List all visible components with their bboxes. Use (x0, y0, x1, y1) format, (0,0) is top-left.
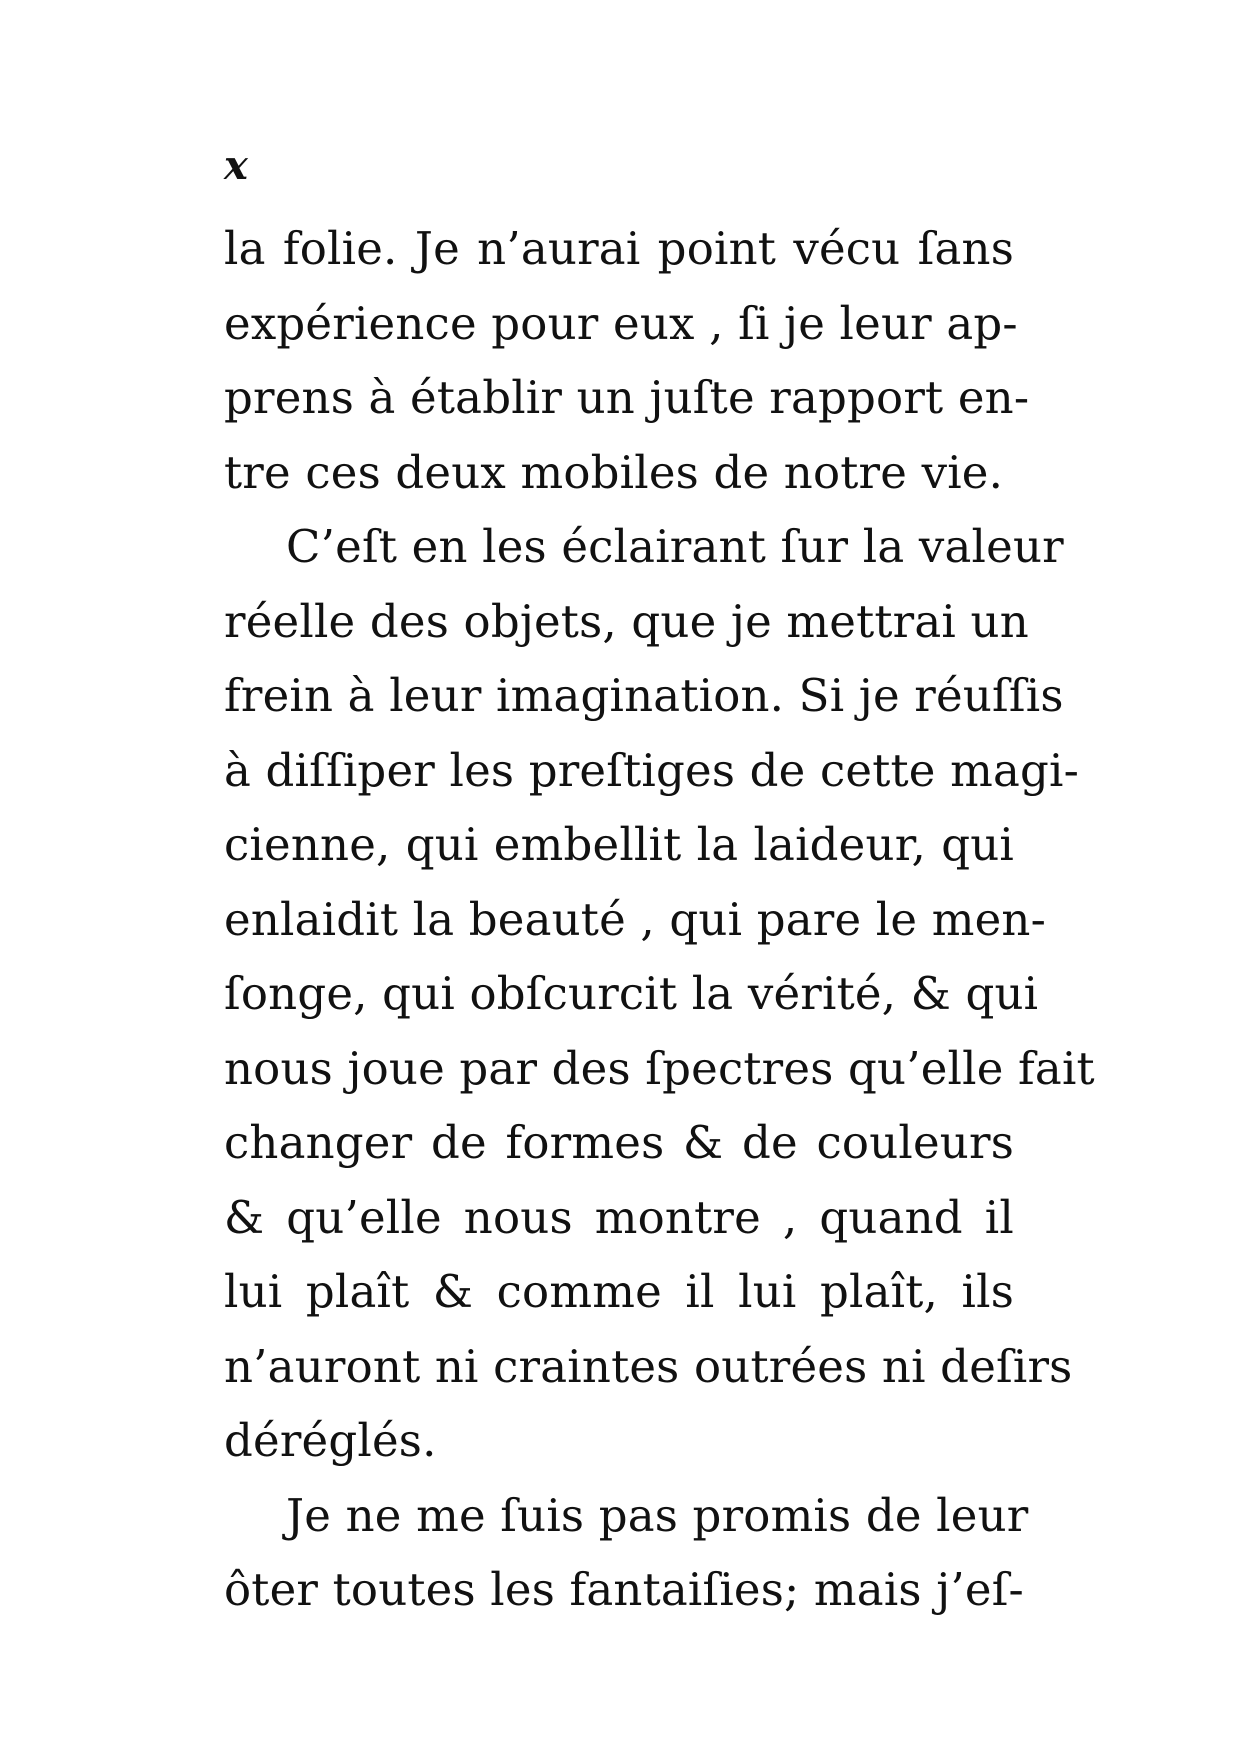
text-line: expérience pour eux , ſi je leur ap- (224, 296, 1018, 350)
text-line: cienne, qui embellit la laideur, qui (224, 818, 1014, 871)
text-line: déréglés. (224, 1414, 437, 1467)
text-line: Je ne me ſuis pas promis de leur (286, 1488, 1029, 1542)
text-line: lui plaît & comme il lui plaît, ils (224, 1265, 1014, 1318)
text-line: & qu’elle nous montre , quand il (224, 1190, 1014, 1244)
text-line: ſonge, qui obſcurcit la vérité, & qui (224, 967, 1039, 1020)
body-text (224, 212, 1095, 1628)
text-line: la folie. Je n’aurai point vécu ſans (224, 222, 1014, 275)
text-line: prens à établir un juſte rapport en- (224, 371, 1030, 424)
text-line: enlaidit la beauté , qui pare le men- (224, 892, 1046, 946)
text-line: frein à leur imagination. Si je réuſſis (224, 669, 1064, 722)
page-number: x (224, 142, 248, 189)
text-line: réelle des objets, que je mettrai un (224, 594, 1029, 648)
text-line: à diſſiper les preſtiges de cette magi- (224, 743, 1079, 797)
text-line: C’eſt en les éclairant ſur la valeur (286, 520, 1064, 573)
text-line: n’auront ni craintes outrées ni deſirs (224, 1339, 1073, 1393)
text-line: changer de formes & de couleurs (224, 1116, 1014, 1169)
text-line: tre ces deux mobiles de notre vie. (224, 445, 1004, 499)
text-line: ôter toutes les fantaiſies; mais j’eſ- (224, 1563, 1024, 1616)
text-line: nous joue par des ſpectres qu’elle fait (224, 1041, 1095, 1095)
